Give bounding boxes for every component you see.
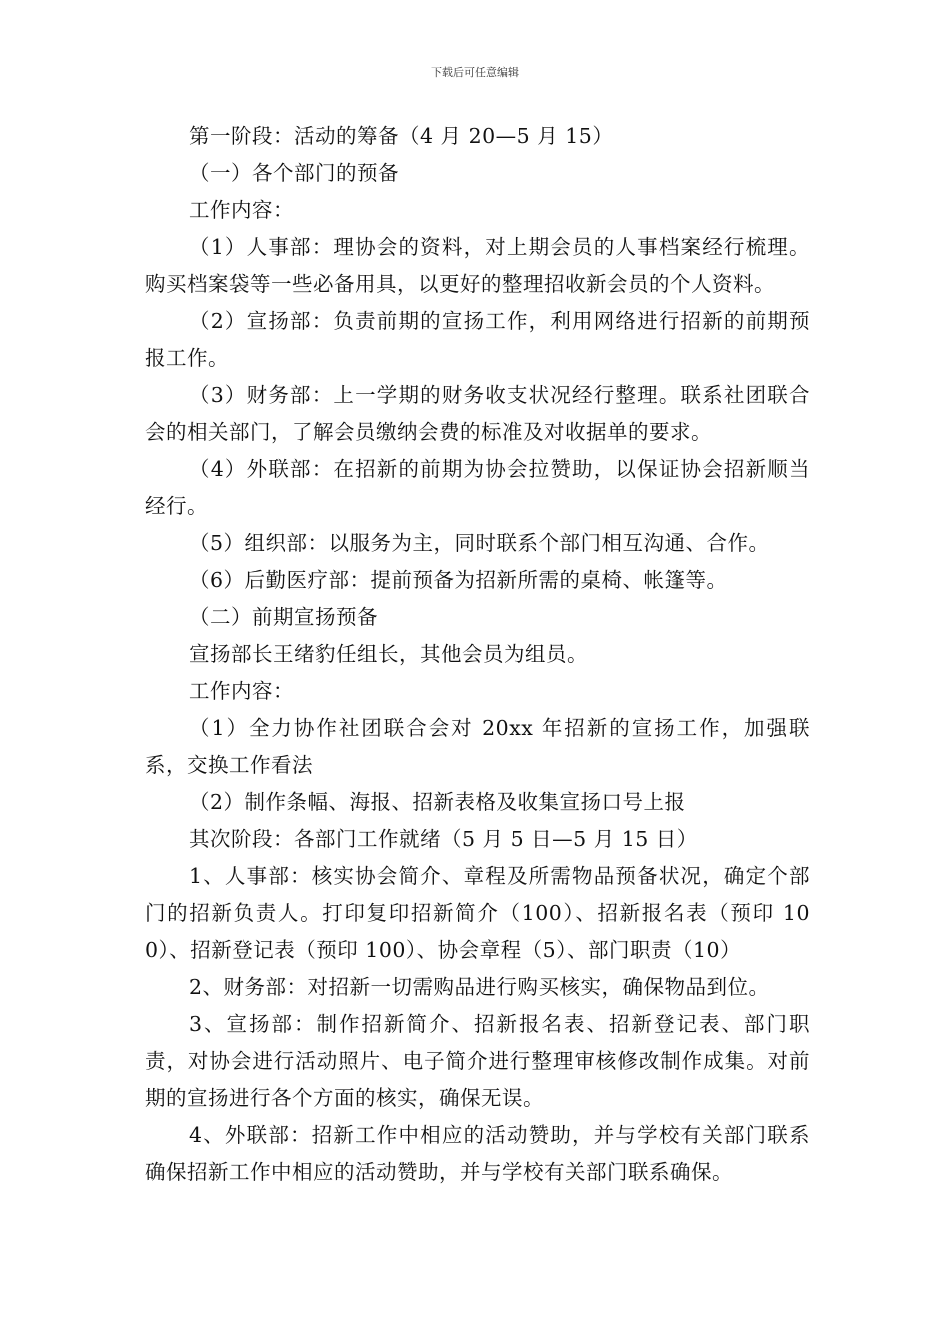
document-body (145, 118, 810, 1191)
paragraph-finance-dept: （3）财务部：上一学期的财务收支状况经行整理。联系社团联合会的相关部门，了解会员缴纳会费的标准及对收据单的要求。 (145, 383, 810, 444)
paragraph-stage-one-title: 第一阶段：活动的筹备（4 月 20—5 月 15） (189, 124, 614, 148)
paragraph-item-finance: 2、财务部：对招新一切需购品进行购买核实，确保物品到位。 (189, 975, 770, 999)
paragraph-work-content-label-2: 工作内容： (189, 679, 294, 703)
paragraph-section-one-title: （一）各个部门的预备 (189, 161, 399, 185)
paragraph-hr-dept: （1）人事部：理协会的资料，对上期会员的人事档案经行梳理。购买档案袋等一些必备用具，以更好的整理招收新会员的个人资料。 (145, 235, 810, 296)
paragraph-banners: （2）制作条幅、海报、招新表格及收集宣扬口号上报 (189, 790, 686, 814)
paragraph-cooperation: （1）全力协作社团联合会对 20xx 年招新的宣扬工作，加强联系，交换工作看法 (145, 716, 810, 777)
paragraph-external-dept: （4）外联部：在招新的前期为协会拉赞助，以保证协会招新顺当经行。 (145, 457, 810, 518)
paragraph-item-publicity: 3、宣扬部：制作招新简介、招新报名表、招新登记表、部门职责，对协会进行活动照片、电子简介进行整理审核修改制作成集。对前期的宣扬进行各个方面的核实，确保无误。 (145, 1012, 810, 1110)
paragraph-publicity-dept: （2）宣扬部：负责前期的宣扬工作，利用网络进行招新的前期预报工作。 (145, 309, 810, 370)
paragraph-section-two-title: （二）前期宣扬预备 (189, 605, 378, 629)
paragraph-organization-dept: （5）组织部：以服务为主，同时联系个部门相互沟通、合作。 (189, 531, 770, 555)
paragraph-work-content-label: 工作内容： (189, 198, 294, 222)
paragraph-item-hr: 1、人事部：核实协会简介、章程及所需物品预备状况，确定个部门的招新负责人。打印复印招新简介（100）、招新报名表（预印 100）、招新登记表（预印 100）、协会章程（5）、部门职责（10） (145, 864, 810, 962)
paragraph-logistics-dept: （6）后勤医疗部：提前预备为招新所需的桌椅、帐篷等。 (189, 568, 728, 592)
paragraph-publicity-leader: 宣扬部长王绪豹任组长，其他会员为组员。 (189, 642, 588, 666)
paragraph-stage-two-title: 其次阶段：各部门工作就绪（5 月 5 日—5 月 15 日） (189, 827, 698, 851)
page-header: 下载后可任意编辑 (431, 66, 519, 79)
paragraph-item-external: 4、外联部：招新工作中相应的活动赞助，并与学校有关部门联系确保招新工作中相应的活动赞助，并与学校有关部门联系确保。 (145, 1123, 810, 1184)
